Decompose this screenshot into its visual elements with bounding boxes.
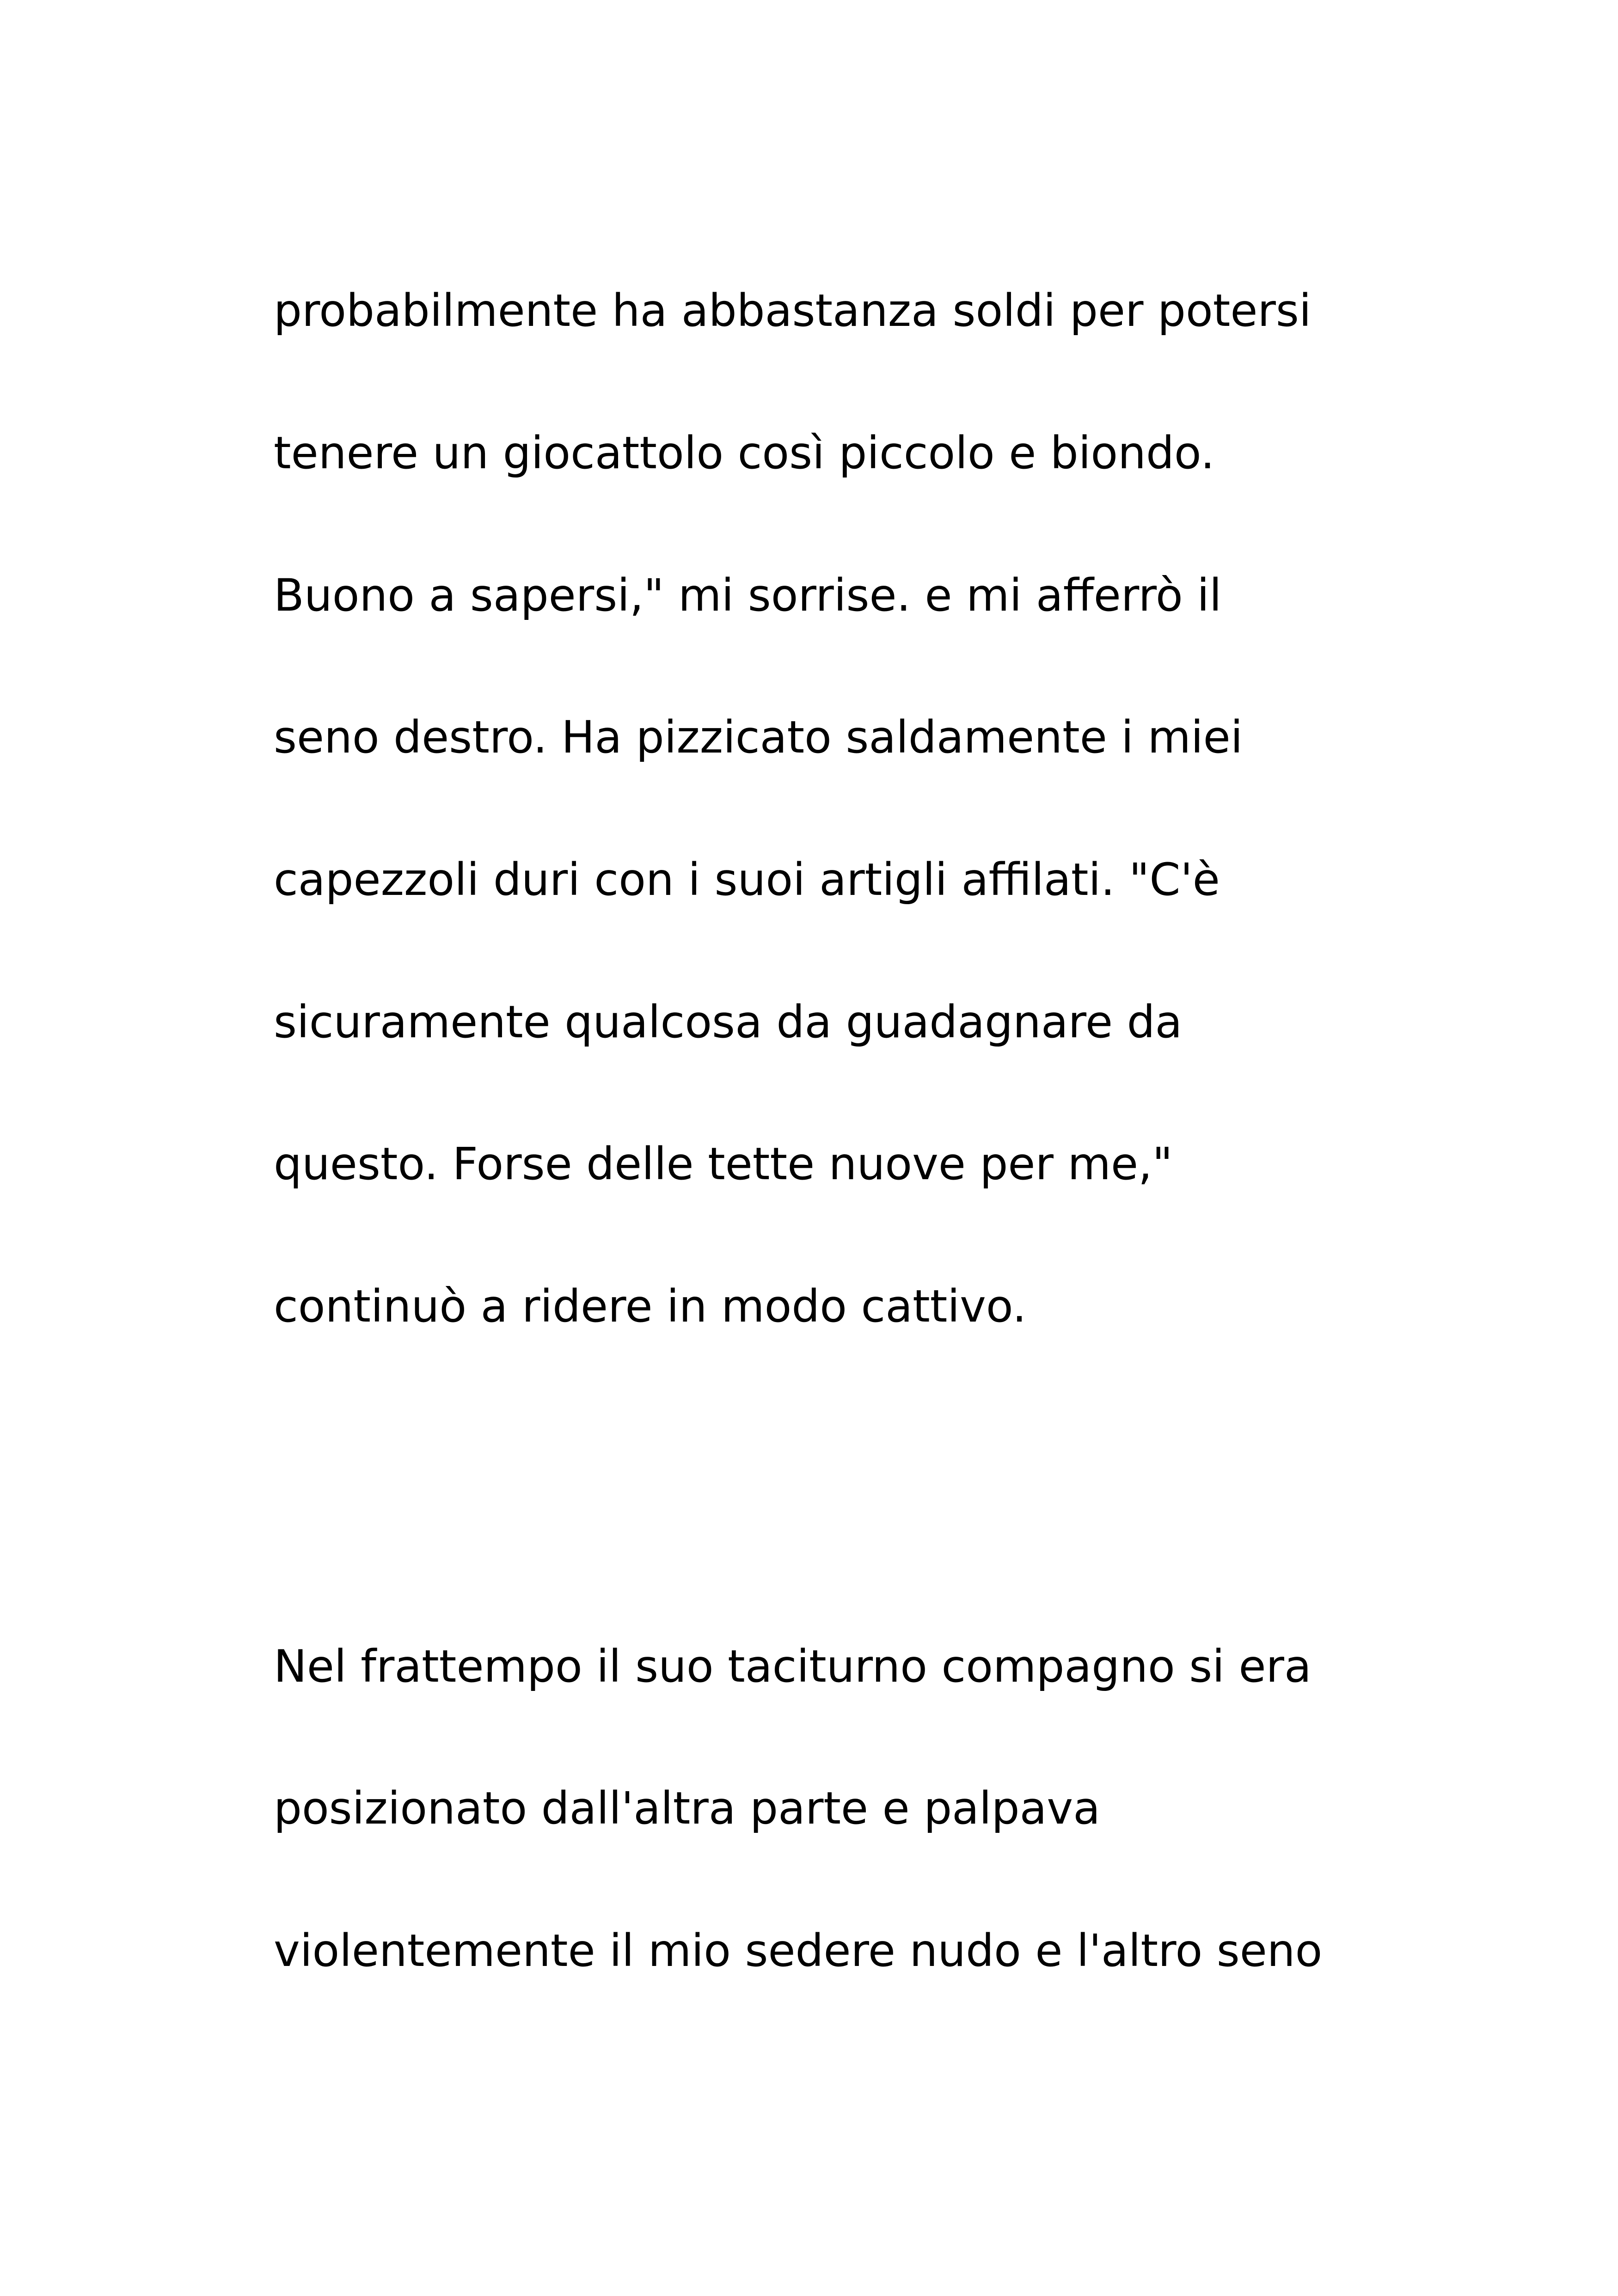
text-line: violentemente il mio sedere nudo e l'altro seno [274,1925,1323,1977]
text-line: sicuramente qualcosa da guadagnare da [274,996,1183,1048]
text-line: Buono a sapersi," mi sorrise. e mi afferrò il [274,569,1222,621]
text-line: seno destro. Ha pizzicato saldamente i miei [274,711,1243,763]
text-line: Nel frattempo il suo taciturno compagno si era [274,1641,1312,1692]
text-line: probabilmente ha abbastanza soldi per potersi [274,285,1312,337]
text-line: posizionato dall'altra parte e palpava [274,1782,1101,1834]
text-line: questo. Forse delle tette nuove per me," [274,1138,1173,1190]
text-line: tenere un giocattolo così piccolo e biondo. [274,427,1215,479]
text-line: capezzoli duri con i suoi artigli affilati. "C'è [274,854,1220,906]
text-line: continuò a ridere in modo cattivo. [274,1280,1027,1332]
